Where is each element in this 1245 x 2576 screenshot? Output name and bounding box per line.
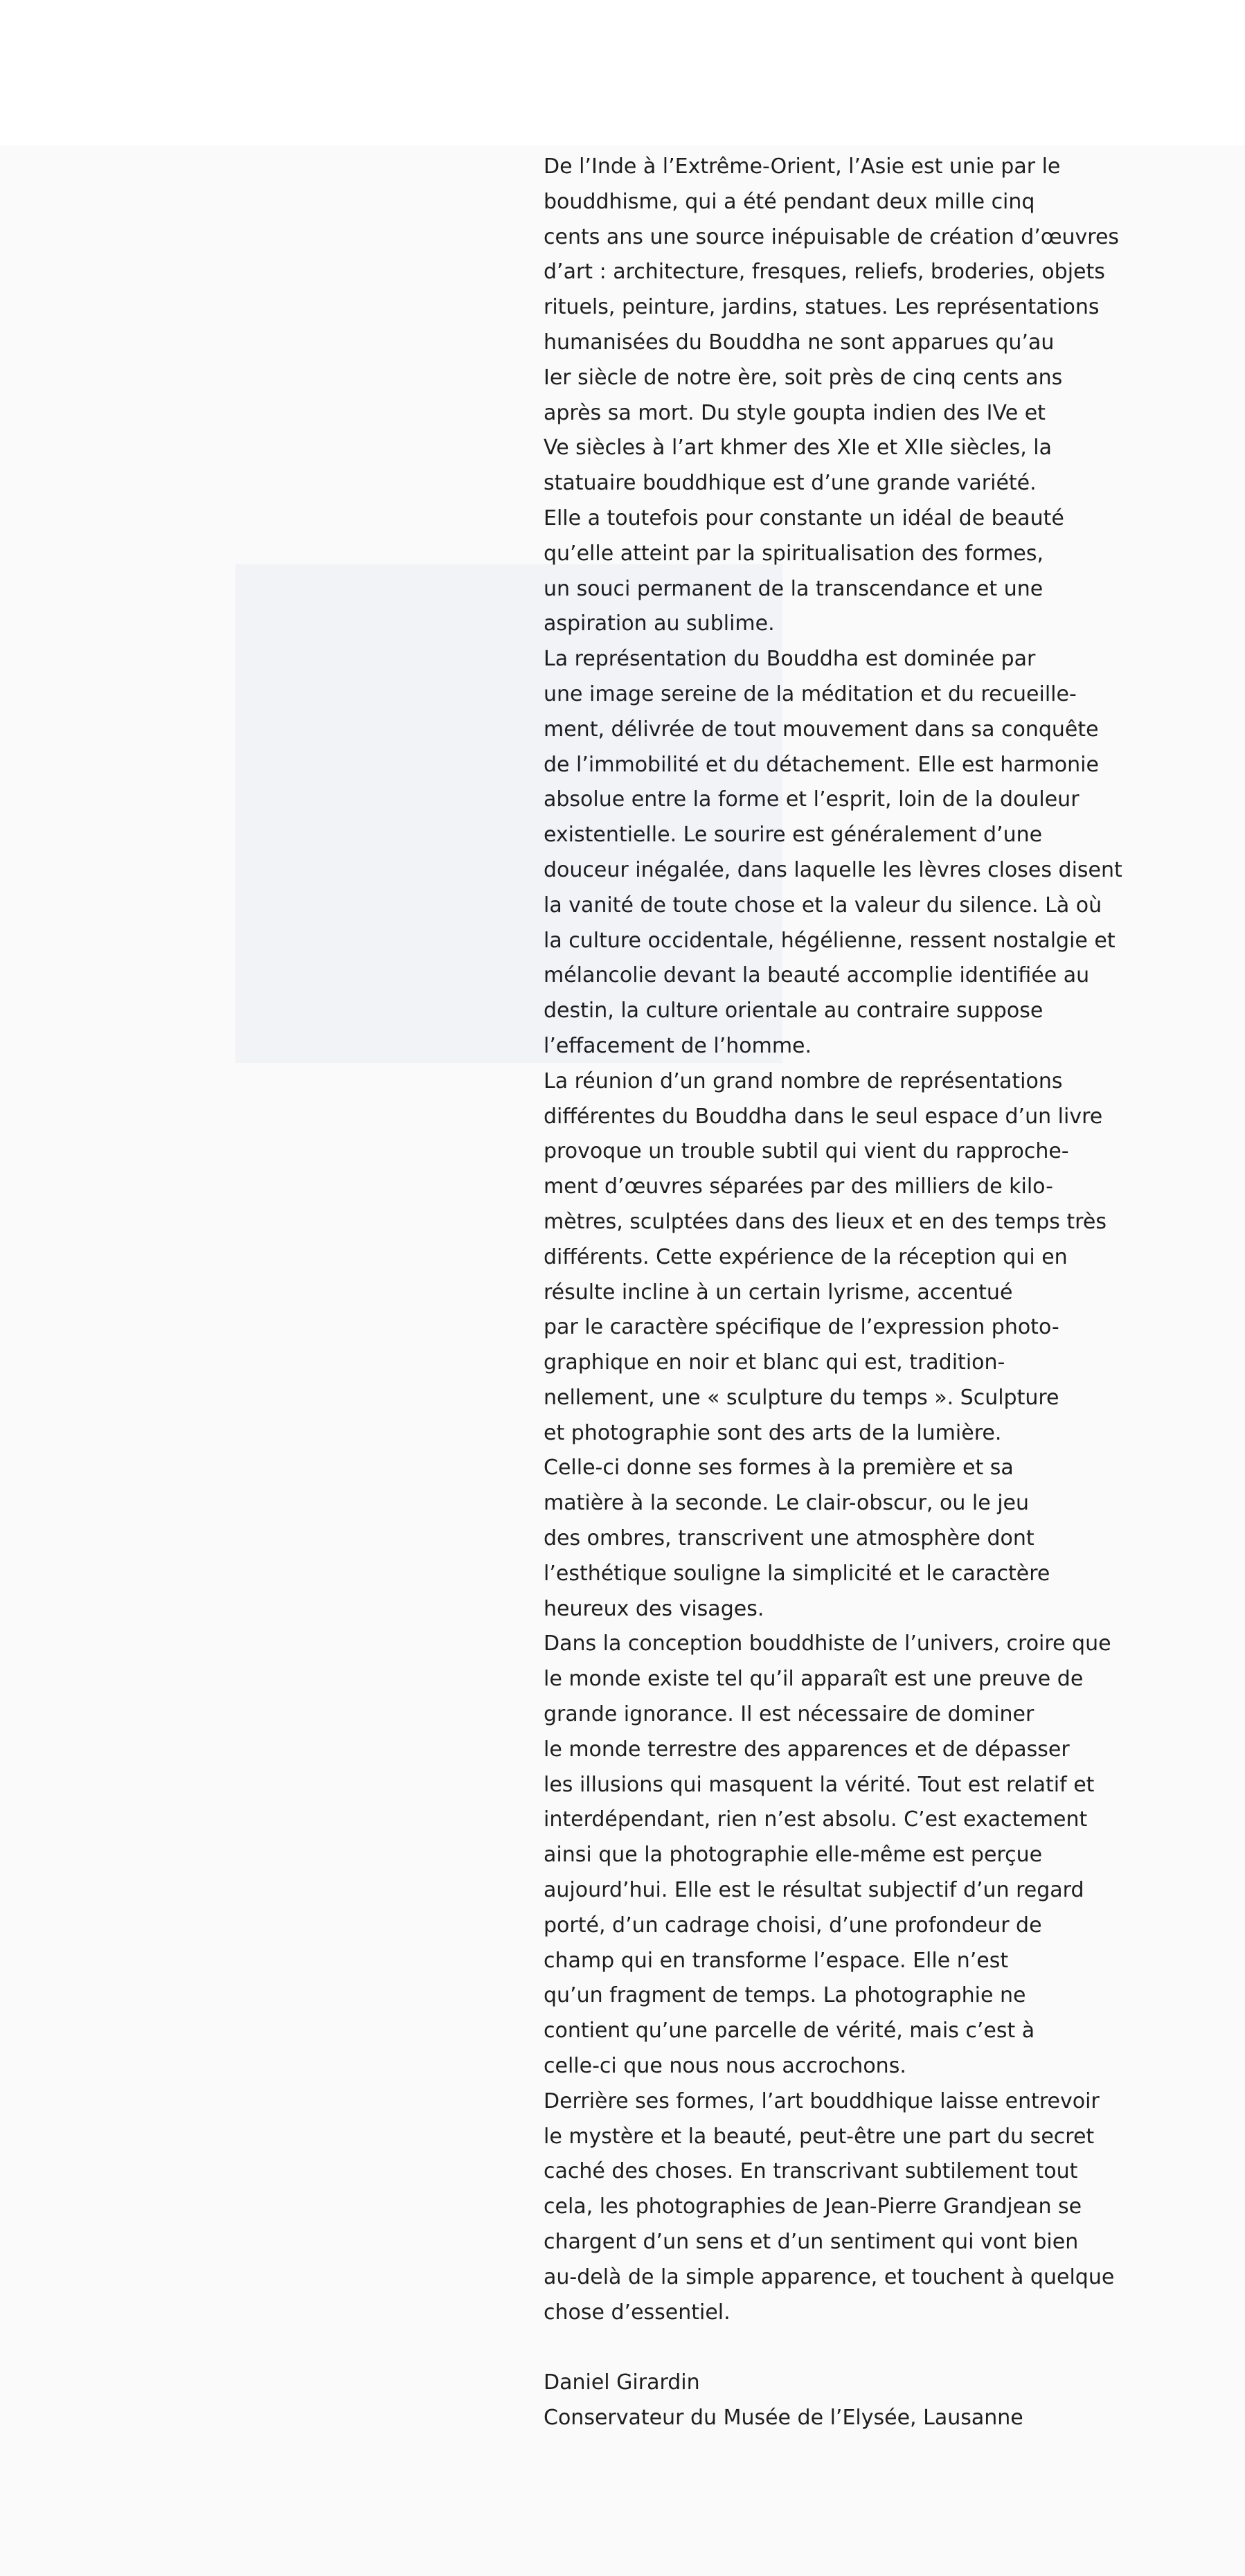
text-line: d’art : architecture, fresques, reliefs, broderies, objets [544, 260, 1105, 285]
text-line: le mystère et la beauté, peut-être une part du secret [544, 2124, 1095, 2149]
text-line: Derrière ses formes, l’art bouddhique laisse entrevoir [544, 2088, 1100, 2113]
text-line: cela, les photographies de Jean-Pierre Grandjean se [544, 2194, 1082, 2219]
text-line: différentes du Bouddha dans le seul espace d’un livre [544, 1104, 1103, 1129]
text-line: par le caractère spécifique de l’expression photo- [544, 1315, 1059, 1340]
text-line: interdépendant, rien n’est absolu. C’est exactement [544, 1807, 1088, 1832]
text-line: Elle a toutefois pour constante un idéal de beauté [544, 506, 1064, 530]
author-name: Daniel Girardin [544, 2370, 700, 2395]
text-line: des ombres, transcrivent une atmosphère dont [544, 1526, 1034, 1551]
text-line: et photographie sont des arts de la lumière. [544, 1420, 1002, 1445]
text-line: le monde terrestre des apparences et de dépasser [544, 1737, 1070, 1762]
text-line: graphique en noir et blanc qui est, tradition- [544, 1350, 1005, 1375]
text-line: de l’immobilité et du détachement. Elle est harmonie [544, 752, 1099, 777]
text-line: bouddhisme, qui a été pendant deux mille cinq [544, 189, 1035, 214]
text-line: celle-ci que nous nous accrochons. [544, 2054, 906, 2079]
text-line: qu’elle atteint par la spiritualisation des formes, [544, 541, 1044, 566]
text-line: le monde existe tel qu’il apparaît est une preuve de [544, 1667, 1084, 1692]
text-line: l’esthétique souligne la simplicité et le caractère [544, 1561, 1050, 1586]
text-line: rituels, peinture, jardins, statues. Les représentations [544, 295, 1100, 320]
text-line: destin, la culture orientale au contraire suppose [544, 999, 1044, 1023]
text-line: après sa mort. Du style goupta indien des IVe et [544, 400, 1046, 425]
text-line: résulte incline à un certain lyrisme, accentué [544, 1280, 1013, 1305]
text-line: La représentation du Bouddha est dominée par [544, 647, 1036, 672]
essay-body [544, 150, 1167, 2330]
text-line: cents ans une source inépuisable de création d’œuvres [544, 224, 1120, 249]
text-line: heureux des visages. [544, 1596, 764, 1621]
text-line: aujourd’hui. Elle est le résultat subjectif d’un regard [544, 1878, 1084, 1903]
text-line: la culture occidentale, hégélienne, ressent nostalgie et [544, 928, 1116, 953]
text-line: champ qui en transforme l’espace. Elle n’est [544, 1948, 1009, 1973]
text-line: humanisées du Bouddha ne sont apparues qu’au [544, 330, 1055, 355]
text-line: les illusions qui masquent la vérité. Tout est relatif et [544, 1772, 1095, 1797]
text-line: mélancolie devant la beauté accomplie identifiée au [544, 963, 1090, 988]
text-line: une image sereine de la méditation et du recueille- [544, 681, 1077, 706]
text-line: l’effacement de l’homme. [544, 1033, 812, 1058]
text-line: absolue entre la forme et l’esprit, loin de la douleur [544, 787, 1080, 812]
text-line: ainsi que la photographie elle-même est perçue [544, 1843, 1043, 1868]
text-line: au-delà de la simple apparence, et touchent à quelque [544, 2264, 1115, 2289]
text-line: différents. Cette expérience de la réception qui en [544, 1244, 1068, 1269]
paragraph-spacer [544, 2330, 1167, 2365]
text-line: statuaire bouddhique est d’une grande variété. [544, 471, 1037, 496]
text-line: aspiration au sublime. [544, 611, 775, 636]
text-line: douceur inégalée, dans laquelle les lèvres closes disent [544, 857, 1122, 882]
text-line: Ier siècle de notre ère, soit près de cinq cents ans [544, 365, 1063, 390]
text-line: De l’Inde à l’Extrême-Orient, l’Asie est unie par le [544, 154, 1061, 179]
text-line: qu’un fragment de temps. La photographie ne [544, 1983, 1026, 2008]
text-line: caché des choses. En transcrivant subtilement tout [544, 2159, 1078, 2184]
text-line: chose d’essentiel. [544, 2300, 731, 2325]
text-line: La réunion d’un grand nombre de représentations [544, 1068, 1063, 1093]
text-line: provoque un trouble subtil qui vient du rapproche- [544, 1139, 1069, 1164]
text-line: mètres, sculptées dans des lieux et en des temps très [544, 1209, 1107, 1234]
text-line: un souci permanent de la transcendance et une [544, 576, 1044, 601]
text-line: ment d’œuvres séparées par des milliers de kilo- [544, 1174, 1053, 1199]
text-line: Dans la conception bouddhiste de l’univers, croire que [544, 1631, 1111, 1656]
text-line: Celle-ci donne ses formes à la première et sa [544, 1456, 1014, 1481]
text-line: contient qu’une parcelle de vérité, mais c’est à [544, 2019, 1035, 2043]
text-line: ment, délivrée de tout mouvement dans sa conquête [544, 717, 1099, 742]
text-line: porté, d’un cadrage choisi, d’une profondeur de [544, 1913, 1042, 1938]
author-role: Conservateur du Musée de l’Elysée, Lausanne [544, 2406, 1023, 2430]
text-line: grande ignorance. Il est nécessaire de dominer [544, 1702, 1034, 1727]
text-line: Ve siècles à l’art khmer des XIe et XIIe siècles, la [544, 436, 1052, 460]
text-line: matière à la seconde. Le clair-obscur, ou le jeu [544, 1491, 1030, 1516]
text-line: nellement, une « sculpture du temps ». Sculpture [544, 1385, 1059, 1410]
essay-text [544, 150, 1167, 2436]
text-line: existentielle. Le sourire est généralement d’une [544, 823, 1043, 848]
text-line: la vanité de toute chose et la valeur du silence. Là où [544, 893, 1102, 918]
text-line: chargent d’un sens et d’un sentiment qui vont bien [544, 2230, 1079, 2255]
